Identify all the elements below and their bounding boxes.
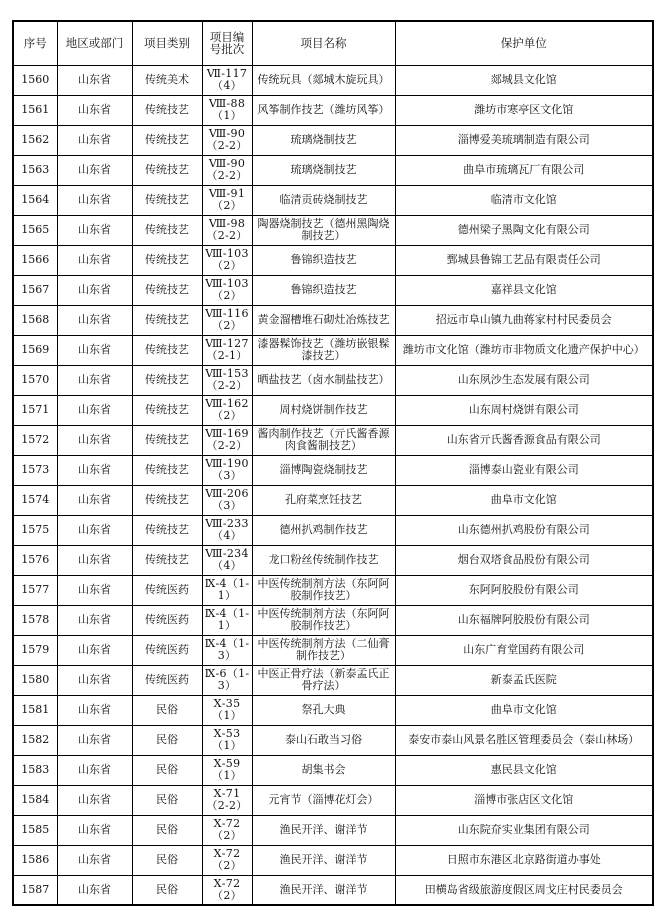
category-cell: 传统技艺 — [132, 185, 202, 215]
table-row — [13, 785, 653, 815]
seq-cell: 1579 — [13, 635, 57, 665]
table-row — [13, 875, 653, 905]
category-cell: 民俗 — [132, 845, 202, 875]
region-cell: 山东省 — [57, 455, 132, 485]
code-cell: Ⅹ-72（2） — [202, 815, 252, 845]
header-seq: 序号 — [13, 21, 57, 65]
region-cell: 山东省 — [57, 335, 132, 365]
category-cell: 民俗 — [132, 695, 202, 725]
region-cell: 山东省 — [57, 815, 132, 845]
seq-cell: 1565 — [13, 215, 57, 245]
seq-cell: 1581 — [13, 695, 57, 725]
category-cell: 传统技艺 — [132, 125, 202, 155]
name-cell: 风筝制作技艺（潍坊风筝） — [252, 95, 395, 125]
region-cell: 山东省 — [57, 635, 132, 665]
region-cell: 山东省 — [57, 275, 132, 305]
unit-cell: 惠民县文化馆 — [395, 755, 653, 785]
code-cell: Ⅷ-127（2-1） — [202, 335, 252, 365]
seq-cell: 1561 — [13, 95, 57, 125]
seq-cell: 1586 — [13, 845, 57, 875]
code-cell: Ⅹ-35（1） — [202, 695, 252, 725]
region-cell: 山东省 — [57, 125, 132, 155]
unit-cell: 潍坊市寒亭区文化馆 — [395, 95, 653, 125]
seq-cell: 1580 — [13, 665, 57, 695]
code-cell: Ⅹ-72（2） — [202, 845, 252, 875]
region-cell: 山东省 — [57, 875, 132, 905]
code-cell: Ⅷ-103（2） — [202, 245, 252, 275]
unit-cell: 临清市文化馆 — [395, 185, 653, 215]
region-cell: 山东省 — [57, 575, 132, 605]
name-cell: 元宵节（淄博花灯会） — [252, 785, 395, 815]
code-cell: Ⅷ-116（2） — [202, 305, 252, 335]
unit-cell: 新泰孟氏医院 — [395, 665, 653, 695]
name-cell: 琉璃烧制技艺 — [252, 125, 395, 155]
name-cell: 晒盐技艺（卤水制盐技艺） — [252, 365, 395, 395]
category-cell: 传统技艺 — [132, 515, 202, 545]
seq-cell: 1575 — [13, 515, 57, 545]
name-cell: 黄金溜槽堆石砌灶冶炼技艺 — [252, 305, 395, 335]
seq-cell: 1572 — [13, 425, 57, 455]
table-row — [13, 95, 653, 125]
seq-cell: 1577 — [13, 575, 57, 605]
table-row — [13, 425, 653, 455]
name-cell: 德州扒鸡制作技艺 — [252, 515, 395, 545]
region-cell: 山东省 — [57, 785, 132, 815]
seq-cell: 1564 — [13, 185, 57, 215]
header-code: 项目编号批次 — [202, 21, 252, 65]
name-cell: 鲁锦织造技艺 — [252, 245, 395, 275]
unit-cell: 田横岛省级旅游度假区周戈庄村民委员会 — [395, 875, 653, 905]
unit-cell: 山东省亓氏酱香源食品有限公司 — [395, 425, 653, 455]
name-cell: 中医正骨疗法（新泰孟氏正骨疗法） — [252, 665, 395, 695]
table-row — [13, 515, 653, 545]
table-row — [13, 455, 653, 485]
cropped-heading-strip — [0, 0, 665, 14]
table-row — [13, 215, 653, 245]
table-row — [13, 275, 653, 305]
region-cell: 山东省 — [57, 515, 132, 545]
category-cell: 民俗 — [132, 725, 202, 755]
table-row — [13, 755, 653, 785]
seq-cell: 1567 — [13, 275, 57, 305]
category-cell: 传统医药 — [132, 635, 202, 665]
category-cell: 民俗 — [132, 875, 202, 905]
table-row — [13, 485, 653, 515]
name-cell: 中医传统制剂方法（东阿阿胶制作技艺） — [252, 575, 395, 605]
code-cell: Ⅷ-91（2） — [202, 185, 252, 215]
category-cell: 民俗 — [132, 755, 202, 785]
seq-cell: 1573 — [13, 455, 57, 485]
category-cell: 传统技艺 — [132, 545, 202, 575]
category-cell: 传统技艺 — [132, 305, 202, 335]
region-cell: 山东省 — [57, 155, 132, 185]
code-cell: Ⅹ-53（1） — [202, 725, 252, 755]
code-cell: Ⅷ-88（1） — [202, 95, 252, 125]
code-cell: Ⅸ-4（1-1） — [202, 575, 252, 605]
name-cell: 传统玩具（郯城木旋玩具） — [252, 65, 395, 95]
name-cell: 渔民开洋、谢洋节 — [252, 845, 395, 875]
table-row — [13, 605, 653, 635]
region-cell: 山东省 — [57, 395, 132, 425]
table-row — [13, 665, 653, 695]
category-cell: 传统技艺 — [132, 365, 202, 395]
category-cell: 传统技艺 — [132, 215, 202, 245]
unit-cell: 山东夙沙生态发展有限公司 — [395, 365, 653, 395]
region-cell: 山东省 — [57, 305, 132, 335]
unit-cell: 嘉祥县文化馆 — [395, 275, 653, 305]
unit-cell: 淄博泰山瓷业有限公司 — [395, 455, 653, 485]
header-unit: 保护单位 — [395, 21, 653, 65]
unit-cell: 山东德州扒鸡股份有限公司 — [395, 515, 653, 545]
seq-cell: 1587 — [13, 875, 57, 905]
category-cell: 传统技艺 — [132, 95, 202, 125]
category-cell: 民俗 — [132, 785, 202, 815]
code-cell: Ⅷ-233（4） — [202, 515, 252, 545]
unit-cell: 烟台双塔食品股份有限公司 — [395, 545, 653, 575]
category-cell: 传统美术 — [132, 65, 202, 95]
unit-cell: 曲阜市文化馆 — [395, 695, 653, 725]
region-cell: 山东省 — [57, 695, 132, 725]
code-cell: Ⅸ-4（1-3） — [202, 635, 252, 665]
code-cell: Ⅷ-90（2-2） — [202, 125, 252, 155]
code-cell: Ⅷ-169（2-2） — [202, 425, 252, 455]
name-cell: 琉璃烧制技艺 — [252, 155, 395, 185]
unit-cell: 招远市阜山镇九曲蒋家村村民委员会 — [395, 305, 653, 335]
name-cell: 临清贡砖烧制技艺 — [252, 185, 395, 215]
unit-cell: 泰安市泰山风景名胜区管理委员会（泰山林场） — [395, 725, 653, 755]
region-cell: 山东省 — [57, 95, 132, 125]
name-cell: 渔民开洋、谢洋节 — [252, 875, 395, 905]
category-cell: 传统医药 — [132, 665, 202, 695]
region-cell: 山东省 — [57, 605, 132, 635]
name-cell: 龙口粉丝传统制作技艺 — [252, 545, 395, 575]
category-cell: 传统技艺 — [132, 335, 202, 365]
unit-cell: 东阿阿胶股份有限公司 — [395, 575, 653, 605]
code-cell: Ⅹ-71（2-2） — [202, 785, 252, 815]
table-row — [13, 65, 653, 95]
unit-cell: 郯城县文化馆 — [395, 65, 653, 95]
table-row — [13, 365, 653, 395]
seq-cell: 1585 — [13, 815, 57, 845]
unit-cell: 淄博市张店区文化馆 — [395, 785, 653, 815]
region-cell: 山东省 — [57, 185, 132, 215]
unit-cell: 淄博爱美琉璃制造有限公司 — [395, 125, 653, 155]
name-cell: 酱肉制作技艺（亓氏酱香源肉食酱制技艺） — [252, 425, 395, 455]
table-row — [13, 305, 653, 335]
region-cell: 山东省 — [57, 245, 132, 275]
table-row — [13, 125, 653, 155]
code-cell: Ⅷ-190（3） — [202, 455, 252, 485]
name-cell: 淄博陶瓷烧制技艺 — [252, 455, 395, 485]
unit-cell: 山东广育堂国药有限公司 — [395, 635, 653, 665]
name-cell: 祭孔大典 — [252, 695, 395, 725]
seq-cell: 1571 — [13, 395, 57, 425]
code-cell: Ⅷ-153（2-2） — [202, 365, 252, 395]
code-cell: Ⅷ-98（2-2） — [202, 215, 252, 245]
table-row — [13, 695, 653, 725]
unit-cell: 鄄城县鲁锦工艺品有限责任公司 — [395, 245, 653, 275]
category-cell: 传统医药 — [132, 605, 202, 635]
code-cell: Ⅹ-72（2） — [202, 875, 252, 905]
name-cell: 漆器髹饰技艺（潍坊嵌银髹漆技艺） — [252, 335, 395, 365]
heritage-list-table — [12, 20, 654, 906]
table-row — [13, 575, 653, 605]
name-cell: 周村烧饼制作技艺 — [252, 395, 395, 425]
seq-cell: 1563 — [13, 155, 57, 185]
code-cell: Ⅷ-234（4） — [202, 545, 252, 575]
header-region: 地区或部门 — [57, 21, 132, 65]
name-cell: 中医传统制剂方法（东阿阿胶制作技艺） — [252, 605, 395, 635]
code-cell: Ⅷ-103（2） — [202, 275, 252, 305]
name-cell: 泰山石敢当习俗 — [252, 725, 395, 755]
region-cell: 山东省 — [57, 545, 132, 575]
unit-cell: 德州梁子黑陶文化有限公司 — [395, 215, 653, 245]
region-cell: 山东省 — [57, 665, 132, 695]
region-cell: 山东省 — [57, 425, 132, 455]
name-cell: 孔府菜烹饪技艺 — [252, 485, 395, 515]
code-cell: Ⅹ-59（1） — [202, 755, 252, 785]
seq-cell: 1584 — [13, 785, 57, 815]
table-row — [13, 725, 653, 755]
table-header-row — [13, 21, 653, 65]
seq-cell: 1582 — [13, 725, 57, 755]
category-cell: 传统技艺 — [132, 155, 202, 185]
category-cell: 传统医药 — [132, 575, 202, 605]
seq-cell: 1566 — [13, 245, 57, 275]
seq-cell: 1574 — [13, 485, 57, 515]
table-row — [13, 545, 653, 575]
name-cell: 渔民开洋、谢洋节 — [252, 815, 395, 845]
seq-cell: 1578 — [13, 605, 57, 635]
category-cell: 传统技艺 — [132, 395, 202, 425]
unit-cell: 山东周村烧饼有限公司 — [395, 395, 653, 425]
code-cell: Ⅶ-117（4） — [202, 65, 252, 95]
table-row — [13, 155, 653, 185]
table-row — [13, 845, 653, 875]
category-cell: 传统技艺 — [132, 275, 202, 305]
name-cell: 陶器烧制技艺（德州黑陶烧制技艺） — [252, 215, 395, 245]
category-cell: 传统技艺 — [132, 245, 202, 275]
unit-cell: 曲阜市琉璃瓦厂有限公司 — [395, 155, 653, 185]
table-row — [13, 245, 653, 275]
seq-cell: 1562 — [13, 125, 57, 155]
category-cell: 传统技艺 — [132, 425, 202, 455]
category-cell: 民俗 — [132, 815, 202, 845]
code-cell: Ⅷ-206（3） — [202, 485, 252, 515]
name-cell: 鲁锦织造技艺 — [252, 275, 395, 305]
unit-cell: 日照市东港区北京路街道办事处 — [395, 845, 653, 875]
header-name: 项目名称 — [252, 21, 395, 65]
table-row — [13, 185, 653, 215]
name-cell: 中医传统制剂方法（二仙膏制作技艺） — [252, 635, 395, 665]
seq-cell: 1576 — [13, 545, 57, 575]
table-body — [13, 65, 653, 905]
header-category: 项目类别 — [132, 21, 202, 65]
region-cell: 山东省 — [57, 215, 132, 245]
table-row — [13, 335, 653, 365]
category-cell: 传统技艺 — [132, 485, 202, 515]
code-cell: Ⅷ-162（2） — [202, 395, 252, 425]
name-cell: 胡集书会 — [252, 755, 395, 785]
region-cell: 山东省 — [57, 65, 132, 95]
unit-cell: 曲阜市文化馆 — [395, 485, 653, 515]
region-cell: 山东省 — [57, 365, 132, 395]
unit-cell: 山东院夼实业集团有限公司 — [395, 815, 653, 845]
region-cell: 山东省 — [57, 725, 132, 755]
table-row — [13, 395, 653, 425]
table-row — [13, 815, 653, 845]
region-cell: 山东省 — [57, 485, 132, 515]
category-cell: 传统技艺 — [132, 455, 202, 485]
unit-cell: 山东福牌阿胶股份有限公司 — [395, 605, 653, 635]
code-cell: Ⅸ-6（1-3） — [202, 665, 252, 695]
seq-cell: 1583 — [13, 755, 57, 785]
seq-cell: 1570 — [13, 365, 57, 395]
region-cell: 山东省 — [57, 845, 132, 875]
code-cell: Ⅷ-90（2-2） — [202, 155, 252, 185]
seq-cell: 1560 — [13, 65, 57, 95]
table-row — [13, 635, 653, 665]
unit-cell: 潍坊市文化馆（潍坊市非物质文化遗产保护中心） — [395, 335, 653, 365]
seq-cell: 1569 — [13, 335, 57, 365]
code-cell: Ⅸ-4（1-1） — [202, 605, 252, 635]
region-cell: 山东省 — [57, 755, 132, 785]
seq-cell: 1568 — [13, 305, 57, 335]
